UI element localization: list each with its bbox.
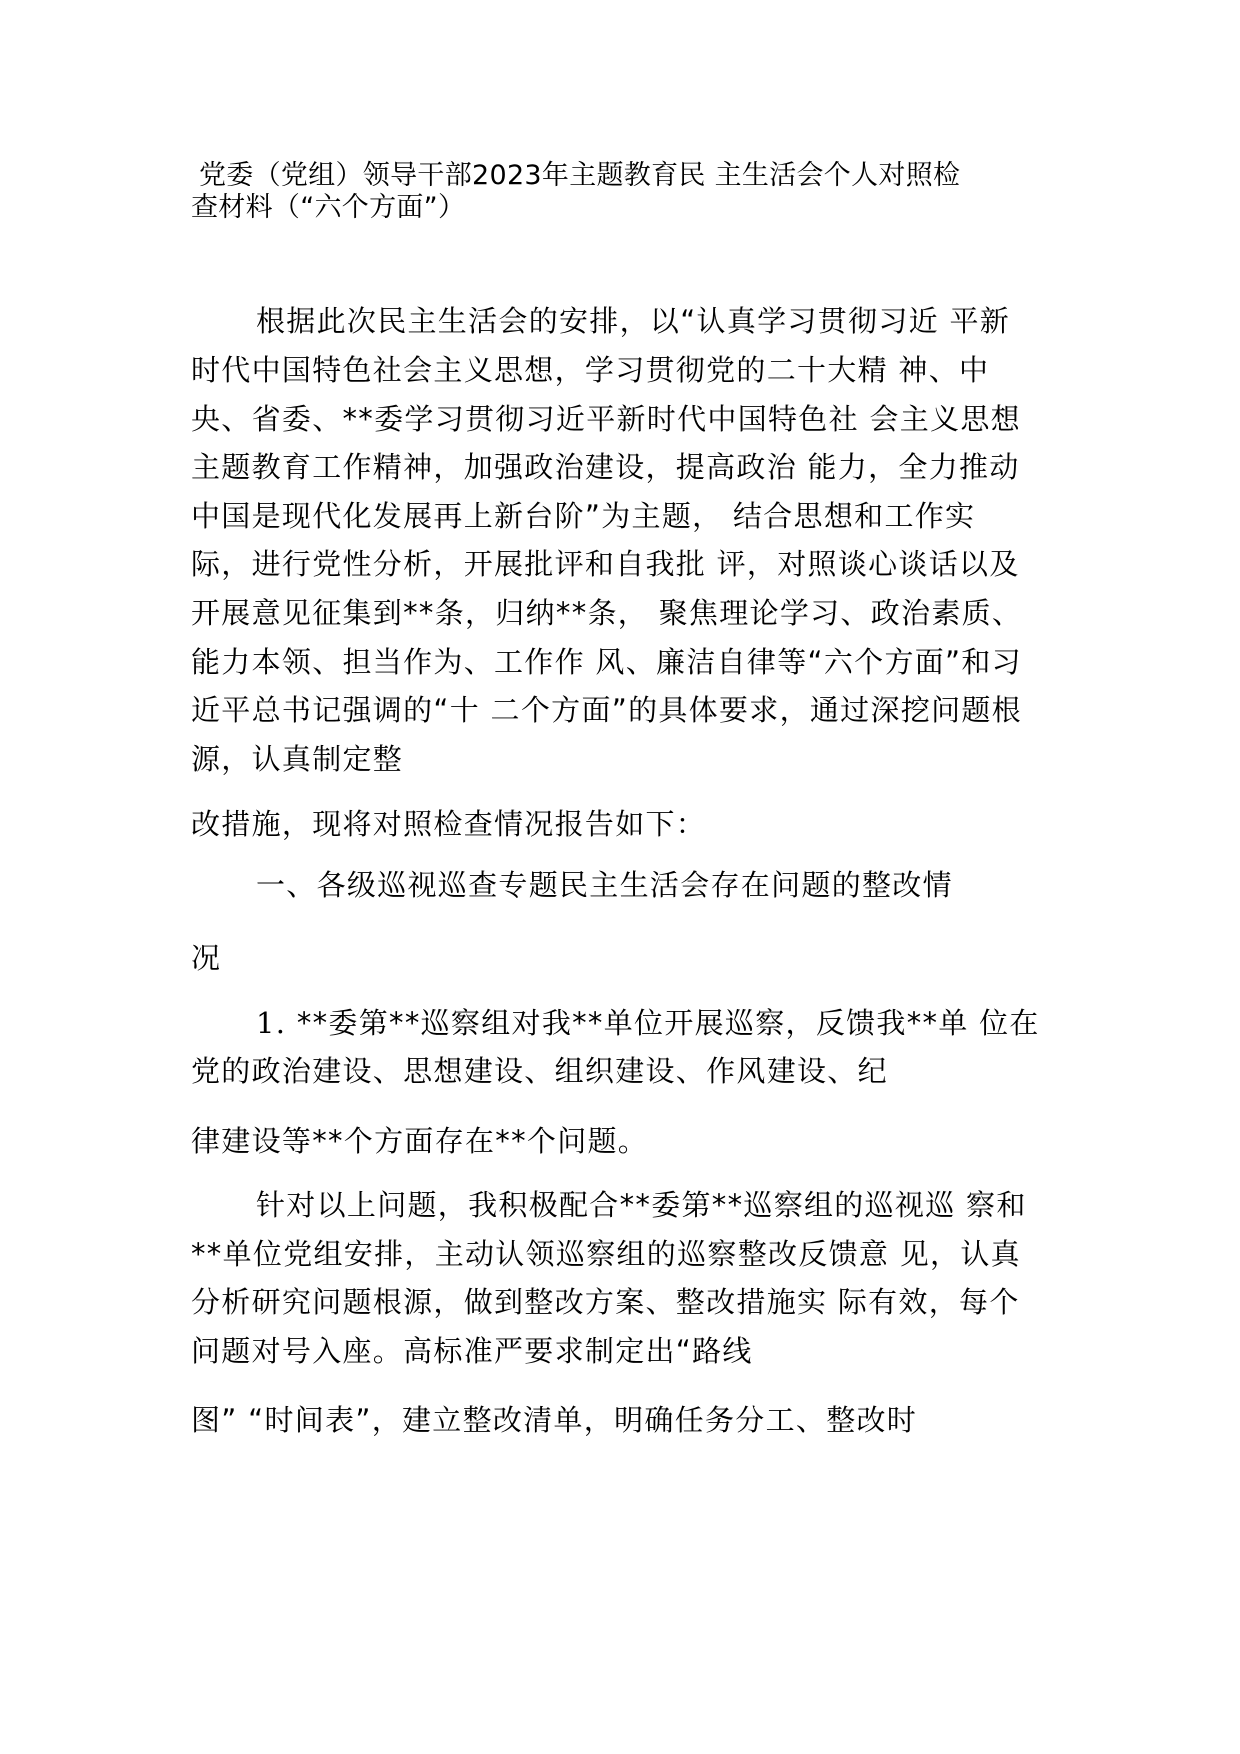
document-title [191,160,1051,224]
body-line-5: 中国是现代化发展再上新台阶”为主题， 结合思想和工作实 [191,499,976,533]
body-line-19: 分析研究问题根源，做到整改方案、整改措施实 际有效，每个 [191,1285,1020,1319]
body-line-18: **单位党组安排，主动认领巡察组的巡察整改反馈意 见，认真 [191,1237,1021,1271]
title-line-1: 党委（党组）领导干部2023年主题教育民 主生活会个人对照检 [199,160,961,191]
section-heading-1: 一、各级巡视巡查专题民主生活会存在问题的整改情 [256,868,953,902]
section-heading-1-cont: 况 [191,941,222,975]
body-line-21: 图” “时间表”，建立整改清单，明确任务分工、整改时 [191,1403,918,1437]
body-line-3: 央、省委、**委学习贯彻习近平新时代中国特色社 会主义思想 [191,402,1021,436]
list-item-1 [256,1006,1040,1040]
body-line-4: 主题教育工作精神，加强政治建设，提高政治 能力，全力推动 [191,450,1020,484]
list-number: 1. [256,1006,287,1040]
body-line-17: 针对以上问题，我积极配合**委第**巡察组的巡视巡 察和 [256,1188,1027,1222]
body-line-10: 源，认真制定整 [191,742,404,776]
body-line-1: 根据此次民主生活会的安排，以“认真学习贯彻习近 平新 [256,304,1011,338]
body-line-20: 问题对号入座。高标准严要求制定出“路线 [191,1334,753,1368]
body-line-2: 时代中国特色社会主义思想，学习贯彻党的二十大精 神、中 [191,353,990,387]
body-line-7: 开展意见征集到**条，归纳**条， 聚焦理论学习、政治素质、 [191,596,1023,630]
body-line-16: 律建设等**个方面存在**个问题。 [191,1124,649,1158]
body-line-8: 能力本领、担当作为、工作作 风、廉洁自律等“六个方面”和习 [191,645,1022,679]
list-item-1-text: **委第**巡察组对我**单位开展巡察，反馈我**单 位在 [296,1006,1040,1040]
body-line-6: 际，进行党性分析，开展批评和自我批 评，对照谈心谈话以及 [191,547,1020,581]
title-line-2: 查材料（“六个方面”） [191,192,466,223]
body-line-11: 改措施，现将对照检查情况报告如下： [191,807,707,841]
body-line-9: 近平总书记强调的“十 二个方面”的具体要求，通过深挖问题根 [191,693,1022,727]
body-line-15: 党的政治建设、思想建设、组织建设、作风建设、纪 [191,1054,888,1088]
